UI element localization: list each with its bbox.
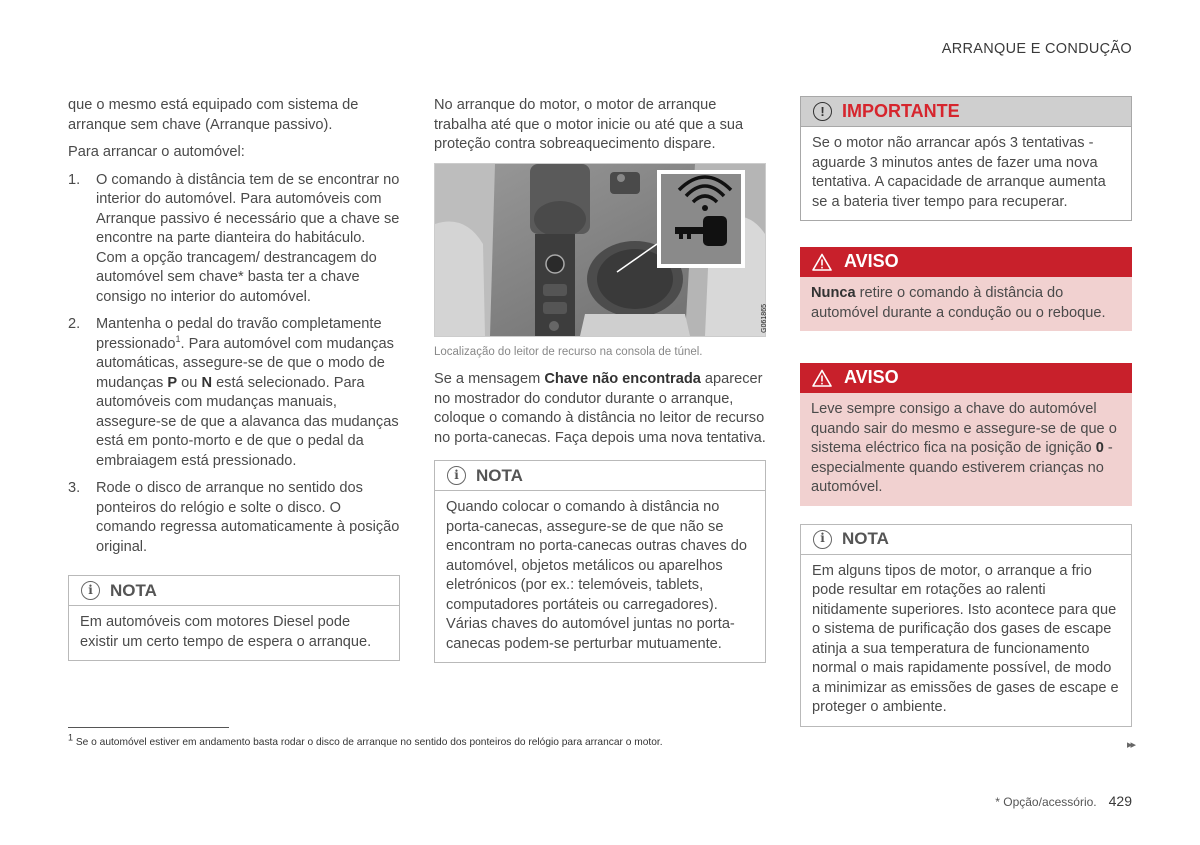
step-number: 2. [68,316,81,332]
list-item [68,171,400,308]
intro-paragraph: que o mesmo está equipado com sistema de arranque sem chave (Arranque passivo). [68,97,359,133]
note-header [69,576,399,606]
note-box [434,460,766,663]
lead-paragraph: Para arrancar o automóvel: [68,144,245,160]
note-header [435,461,765,491]
warning-title: AVISO [844,251,899,272]
message-text-part: Se a mensagem [434,371,545,387]
step-text-part: Mantenha o pedal do travão completamente pressionado [96,316,382,352]
footnote-number: 1 [68,732,74,743]
note-title: NOTA [476,465,523,485]
message-text-part: aparecer no mostrador do condutor durante o arranque, coloque o comando à distância no leitor de recurso no porta-canecas. Faça depois uma nova tentativa. [434,371,766,446]
info-icon: i [447,466,466,485]
gear-mode-n: N [201,374,213,391]
step-text-part: ou [177,374,202,391]
warning-text: Leve sempre consigo a chave do automóvel quando sair do mesmo e assegure-se de que o sistema eléctrico fica na posição de ignição [811,401,1117,456]
important-title: IMPORTANTE [842,100,960,121]
important-box [800,96,1132,221]
warning-body [800,277,1132,331]
note-body: Em alguns tipos de motor, o arranque a frio pode resultar em rotações ao ralenti nitidamente superiores. Isto acontece para que o sistema de purificação dos gases de escape atinja a sua temperatura de funcionamento normal o mais rapidamente possível, de modo a minimizar as emissões de gases de escape e proteger o ambiente. [812,562,1119,715]
gear-mode-p: P [167,374,178,391]
column-left [68,96,400,661]
info-icon: i [81,581,100,600]
message-paragraph [434,370,766,448]
ignition-position: 0 [1095,440,1104,456]
column-right [800,96,1132,727]
tunnel-console-illustration [435,164,765,336]
list-item [68,315,400,471]
step-number: 1. [68,171,81,188]
warning-text: - especialmente quando estiverem crianças no automóvel. [811,440,1113,495]
step-text-part: está selecionado. Para automóveis com mudanças manuais, assegure-se de que a alavanca das mudanças está em ponto-morto e de que o pedal da embraiagem está pressionado. [96,374,399,469]
step-text-part: . Para automóvel com mudanças automáticas, assegure-se de que o modo de mudanças [96,335,394,391]
info-icon: i [813,530,832,549]
column-middle [434,96,766,663]
step-text [96,315,400,471]
note-title: NOTA [842,529,889,549]
warning-triangle-icon [812,369,832,387]
step-text: O comando à distância tem de se encontrar no interior do automóvel. Para automóveis com Arranque passivo é necessário que a chave se encontre na parte dianteira do habitáculo. Com a opção trancagem/ destrancagem do automóvel sem chave* basta ter a chave consigo no interior do automóvel. [96,171,400,305]
footnote-text: Se o automóvel estiver em andamento basta rodar o disco de arranque no sentido dos ponteiros do relógio para arrancar o motor. [75,737,663,748]
continue-arrows-icon: ▸▸ [1126,739,1134,751]
warning-header [800,247,1132,277]
warning-emphasis: Nunca [811,285,856,301]
list-item [68,479,400,557]
note-title: NOTA [110,580,157,600]
exclamation-icon: ! [813,102,832,121]
important-body: Se o motor não arrancar após 3 tentativas - aguarde 3 minutos antes de fazer uma nova tentativa. A capacidade de arranque aumenta se a bateria tiver tempo para recuperar. [812,135,1106,210]
warning-title: AVISO [844,367,899,388]
note-header [801,525,1131,555]
figure-code: G061865 [761,303,768,333]
section-header: ARRANQUE E CONDUÇÃO [941,41,1132,57]
step-text: Rode o disco de arranque no sentido dos ponteiros do relógio e solte o disco. O comando regressa automaticamente à posição original. [96,480,400,555]
warning-triangle-icon [812,253,832,271]
note-box [800,524,1132,727]
page-number: 429 [1108,793,1132,809]
footnote-ref: 1 [175,333,181,344]
warning-body [800,393,1132,506]
important-header [801,97,1131,127]
footnote-divider [68,727,229,728]
note-body: Em automóveis com motores Diesel pode existir um certo tempo de espera o arranque. [80,614,372,650]
warning-box [800,247,1132,331]
warning-text: retire o comando à distância do automóvel durante a condução ou o reboque. [811,285,1106,321]
note-box [68,575,400,661]
figure-caption: Localização do leitor de recurso na consola de túnel. [434,345,703,358]
message-key-not-found: Chave não encontrada [544,371,701,387]
steps-list [68,171,400,558]
note-body: Quando colocar o comando à distância no porta-canecas, assegure-se de que não se encontram no porta-canecas outras chaves do automóvel, objetos metálicos ou aparelhos eletrónicos (por ex.: telemóveis, tablets, computadores portáteis ou carregadores). Várias chaves do automóvel juntas no porta-canecas podem-se perturbar mutuamente. [446,499,747,652]
console-figure [434,163,766,337]
warning-box [800,363,1132,506]
step-number: 3. [68,480,81,496]
warning-header [800,363,1132,393]
footnote [68,733,663,753]
intro-paragraph: No arranque do motor, o motor de arranque trabalha até que o motor inicie ou até que a sua proteção contra sobreaquecimento dispare. [434,97,744,152]
page-footer [995,792,1132,813]
option-note: * Opção/acessório. [995,795,1097,809]
